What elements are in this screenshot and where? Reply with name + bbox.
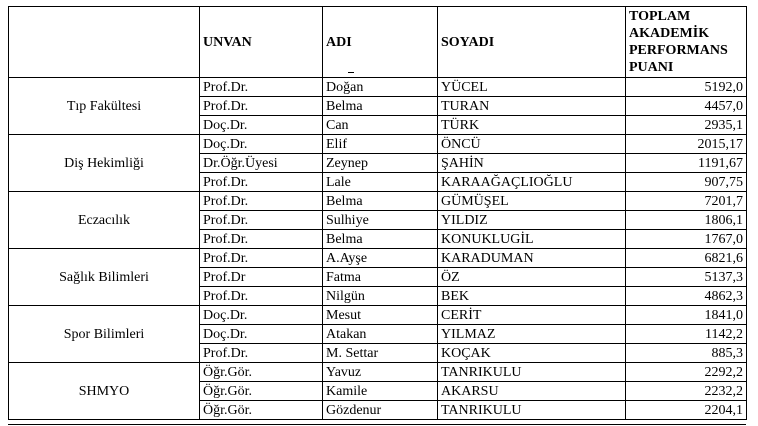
adi-cell: Atakan	[323, 325, 438, 344]
puan-cell: 2232,2	[626, 382, 747, 401]
soyadi-cell: KARADUMAN	[438, 249, 626, 268]
soyadi-cell: YILMAZ	[438, 325, 626, 344]
faculty-cell: Sağlık Bilimleri	[9, 249, 200, 306]
puan-cell: 2292,2	[626, 363, 747, 382]
adi-cell: Sulhiye	[323, 211, 438, 230]
header-row	[9, 7, 747, 78]
header-puan-line: PERFORMANS	[629, 43, 728, 58]
unvan-cell: Prof.Dr.	[200, 230, 323, 249]
header-faculty	[9, 7, 200, 78]
adi-cell: Yavuz	[323, 363, 438, 382]
puan-cell: 1806,1	[626, 211, 747, 230]
puan-cell: 885,3	[626, 344, 747, 363]
table-row	[9, 363, 747, 382]
header-soyadi: SOYADI	[438, 7, 626, 78]
header-puan-line: TOPLAM	[629, 9, 691, 24]
unvan-cell: Prof.Dr.	[200, 78, 323, 97]
table-row	[9, 135, 747, 154]
puan-cell: 907,75	[626, 173, 747, 192]
table-row	[9, 192, 747, 211]
soyadi-cell: YILDIZ	[438, 211, 626, 230]
faculty-cell: Tıp Fakültesi	[9, 78, 200, 135]
unvan-cell: Doç.Dr.	[200, 306, 323, 325]
header-puan	[626, 7, 747, 78]
adi-cell: Elif	[323, 135, 438, 154]
soyadi-cell: TÜRK	[438, 116, 626, 135]
faculty-cell: Diş Hekimliği	[9, 135, 200, 192]
table-row	[9, 306, 747, 325]
unvan-cell: Prof.Dr.	[200, 97, 323, 116]
puan-cell: 2015,17	[626, 135, 747, 154]
unvan-cell: Prof.Dr.	[200, 192, 323, 211]
adi-cell: Doğan	[323, 78, 438, 97]
soyadi-cell: GÜMÜŞEL	[438, 192, 626, 211]
adi-cell: Gözdenur	[323, 401, 438, 420]
adi-cell: Fatma	[323, 268, 438, 287]
unvan-cell: Doç.Dr.	[200, 116, 323, 135]
soyadi-cell: AKARSU	[438, 382, 626, 401]
adi-cell: Nilgün	[323, 287, 438, 306]
unvan-cell: Öğr.Gör.	[200, 401, 323, 420]
table-row	[9, 249, 747, 268]
soyadi-cell: TURAN	[438, 97, 626, 116]
puan-cell: 7201,7	[626, 192, 747, 211]
adi-cell: Can	[323, 116, 438, 135]
adi-cell: Kamile	[323, 382, 438, 401]
soyadi-cell: ŞAHİN	[438, 154, 626, 173]
puan-cell: 4862,3	[626, 287, 747, 306]
puan-cell: 6821,6	[626, 249, 747, 268]
adi-cell: A.Ayşe	[323, 249, 438, 268]
unvan-cell: Prof.Dr.	[200, 211, 323, 230]
soyadi-cell: KOÇAK	[438, 344, 626, 363]
text-cursor-mark	[348, 72, 354, 73]
unvan-cell: Doç.Dr.	[200, 135, 323, 154]
adi-cell: Belma	[323, 230, 438, 249]
header-puan-line: AKADEMİK	[629, 26, 710, 41]
adi-cell: Mesut	[323, 306, 438, 325]
header-puan-line: PUANI	[629, 60, 674, 75]
adi-cell: Belma	[323, 192, 438, 211]
table-body	[9, 78, 747, 420]
puan-cell: 5192,0	[626, 78, 747, 97]
bottom-border	[8, 424, 746, 425]
adi-cell: Zeynep	[323, 154, 438, 173]
unvan-cell: Öğr.Gör.	[200, 382, 323, 401]
puan-cell: 1191,67	[626, 154, 747, 173]
unvan-cell: Prof.Dr.	[200, 344, 323, 363]
unvan-cell: Prof.Dr.	[200, 287, 323, 306]
puan-cell: 5137,3	[626, 268, 747, 287]
performance-table	[8, 6, 747, 420]
adi-cell: M. Settar	[323, 344, 438, 363]
faculty-cell: Spor Bilimleri	[9, 306, 200, 363]
adi-cell: Belma	[323, 97, 438, 116]
unvan-cell: Dr.Öğr.Üyesi	[200, 154, 323, 173]
unvan-cell: Prof.Dr.	[200, 249, 323, 268]
soyadi-cell: ÖZ	[438, 268, 626, 287]
puan-cell: 2935,1	[626, 116, 747, 135]
unvan-cell: Doç.Dr.	[200, 325, 323, 344]
soyadi-cell: KARAAĞAÇLIOĞLU	[438, 173, 626, 192]
soyadi-cell: YÜCEL	[438, 78, 626, 97]
unvan-cell: Prof.Dr	[200, 268, 323, 287]
header-unvan: UNVAN	[200, 7, 323, 78]
puan-cell: 1142,2	[626, 325, 747, 344]
soyadi-cell: KONUKLUGİL	[438, 230, 626, 249]
unvan-cell: Prof.Dr.	[200, 173, 323, 192]
faculty-cell: SHMYO	[9, 363, 200, 420]
puan-cell: 1841,0	[626, 306, 747, 325]
header-adi: ADI	[323, 7, 438, 78]
puan-cell: 1767,0	[626, 230, 747, 249]
soyadi-cell: TANRIKULU	[438, 401, 626, 420]
soyadi-cell: TANRIKULU	[438, 363, 626, 382]
faculty-cell: Eczacılık	[9, 192, 200, 249]
unvan-cell: Öğr.Gör.	[200, 363, 323, 382]
soyadi-cell: ÖNCÜ	[438, 135, 626, 154]
table-row	[9, 78, 747, 97]
puan-cell: 4457,0	[626, 97, 747, 116]
adi-cell: Lale	[323, 173, 438, 192]
puan-cell: 2204,1	[626, 401, 747, 420]
soyadi-cell: BEK	[438, 287, 626, 306]
soyadi-cell: CERİT	[438, 306, 626, 325]
